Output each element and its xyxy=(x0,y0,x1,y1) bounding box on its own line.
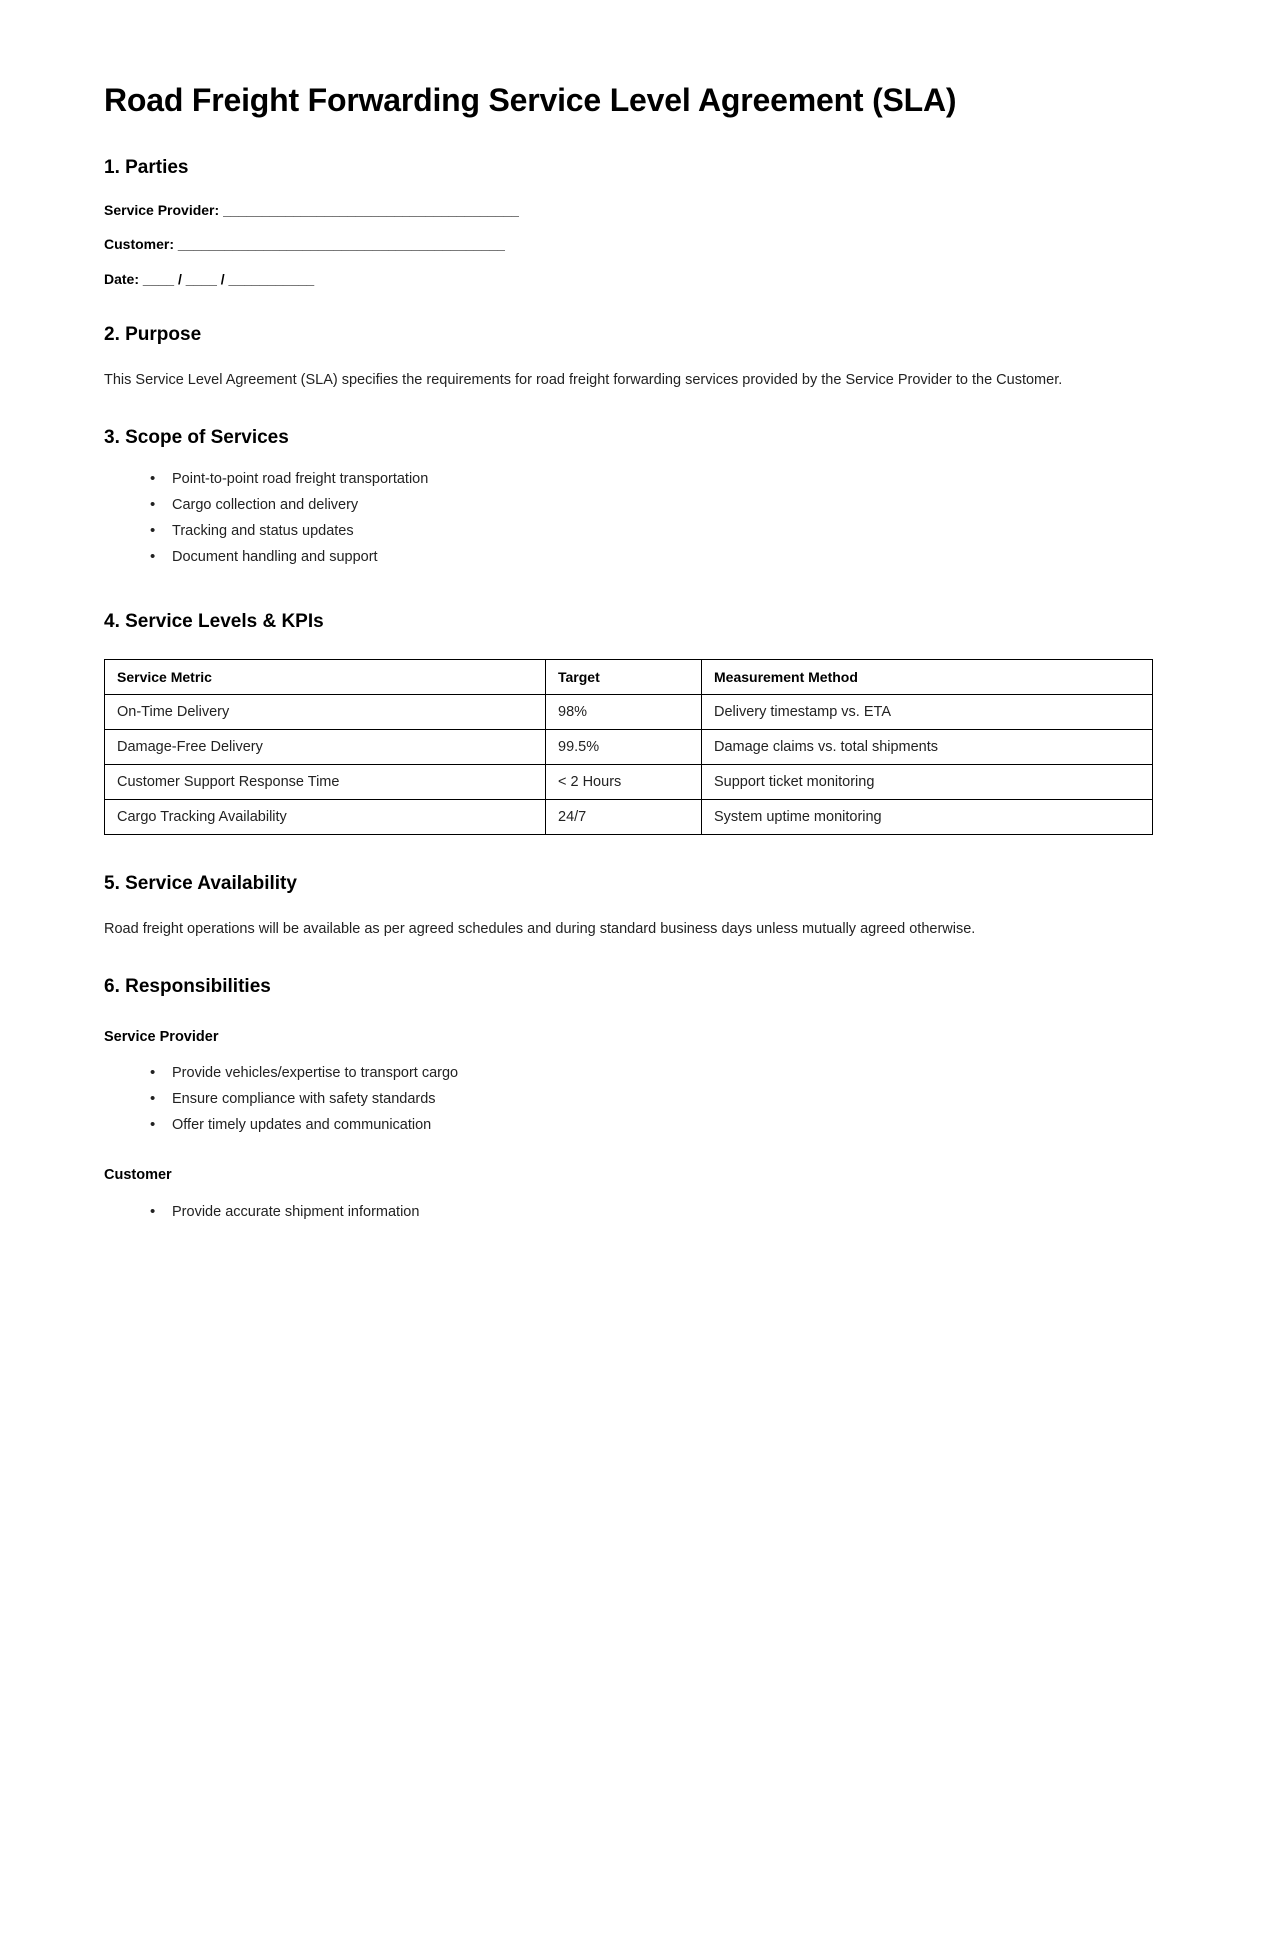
table-row xyxy=(105,729,1153,764)
cell-target: 24/7 xyxy=(546,799,702,834)
field-blank-date[interactable]: ____ / ____ / ___________ xyxy=(142,271,315,288)
field-label-customer: Customer: xyxy=(104,236,175,253)
document-content xyxy=(104,0,1152,1228)
scope-list xyxy=(104,469,1152,568)
cell-target: 98% xyxy=(546,694,702,729)
cell-service-metric: Damage-Free Delivery xyxy=(105,729,546,764)
cell-measurement-method: Damage claims vs. total shipments xyxy=(702,729,1153,764)
list-item: • Cargo collection and delivery xyxy=(150,495,1152,516)
list-item: • Tracking and status updates xyxy=(150,521,1152,542)
cell-service-metric: Cargo Tracking Availability xyxy=(105,799,546,834)
field-blank-service-provider[interactable]: ______________________________________ xyxy=(223,201,519,218)
field-label-date: Date: xyxy=(104,271,140,288)
list-item: • Offer timely updates and communication xyxy=(150,1115,1152,1136)
subheading-customer: Customer xyxy=(104,1167,172,1184)
section-heading-service-levels: 4. Service Levels & KPIs xyxy=(104,611,324,633)
cell-service-metric: On-Time Delivery xyxy=(105,694,546,729)
cell-measurement-method: Delivery timestamp vs. ETA xyxy=(702,694,1153,729)
field-date xyxy=(104,271,1152,288)
column-header-measurement-method: Measurement Method xyxy=(702,659,1153,694)
cell-measurement-method: Support ticket monitoring xyxy=(702,764,1153,799)
customer-responsibilities-list xyxy=(104,1202,1152,1223)
service-levels-table xyxy=(104,659,1153,835)
cell-service-metric: Customer Support Response Time xyxy=(105,764,546,799)
section-heading-responsibilities: 6. Responsibilities xyxy=(104,976,271,998)
table-row xyxy=(105,694,1153,729)
list-item: • Ensure compliance with safety standards xyxy=(150,1089,1152,1110)
service-provider-responsibilities-list xyxy=(104,1063,1152,1136)
section-heading-scope: 3. Scope of Services xyxy=(104,427,289,449)
page-title: Road Freight Forwarding Service Level Agreement (SLA) xyxy=(104,82,957,118)
list-item: • Provide accurate shipment information xyxy=(150,1202,1152,1223)
table-header-row xyxy=(105,659,1153,694)
cell-target: 99.5% xyxy=(546,729,702,764)
field-blank-customer[interactable]: __________________________________________ xyxy=(177,236,505,253)
list-item: • Point-to-point road freight transportation xyxy=(150,469,1152,490)
availability-paragraph: Road freight operations will be available as per agreed schedules and during standard business days unless mutually agreed otherwise. xyxy=(104,920,976,937)
table-row xyxy=(105,799,1153,834)
purpose-paragraph: This Service Level Agreement (SLA) specifies the requirements for road freight forwarding services provided by the Service Provider to the Customer. xyxy=(104,371,1063,388)
field-service-provider xyxy=(104,202,1152,219)
subheading-service-provider: Service Provider xyxy=(104,1028,219,1045)
column-header-target: Target xyxy=(546,659,702,694)
section-heading-purpose: 2. Purpose xyxy=(104,323,202,345)
cell-measurement-method: System uptime monitoring xyxy=(702,799,1153,834)
list-item: • Provide vehicles/expertise to transport cargo xyxy=(150,1063,1152,1084)
table-row xyxy=(105,764,1153,799)
field-label-service-provider: Service Provider: xyxy=(104,201,220,218)
field-customer xyxy=(104,236,1152,253)
list-item: • Document handling and support xyxy=(150,547,1152,568)
section-heading-availability: 5. Service Availability xyxy=(104,872,297,894)
cell-target: < 2 Hours xyxy=(546,764,702,799)
column-header-service-metric: Service Metric xyxy=(105,659,546,694)
section-heading-parties: 1. Parties xyxy=(104,156,189,178)
